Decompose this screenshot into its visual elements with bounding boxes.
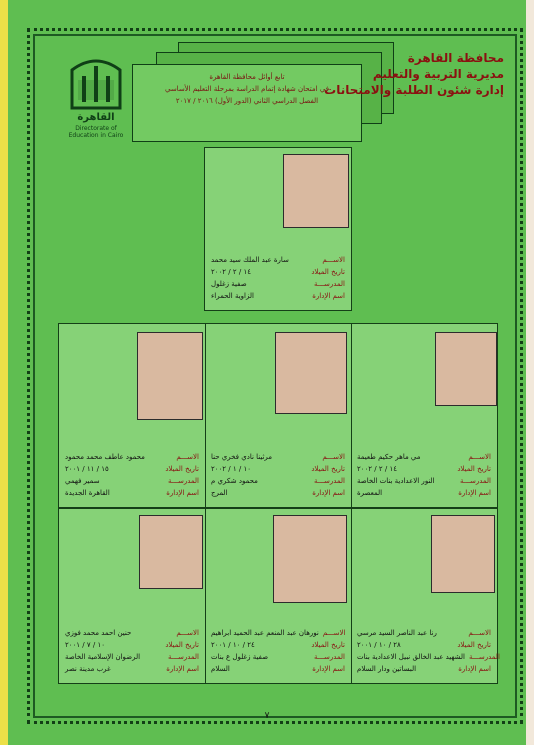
logo-caption: Directorate of Education in Cairo — [68, 125, 124, 139]
admin-line — [65, 663, 199, 675]
name-key: الاســـم — [176, 629, 199, 637]
birth-value: ١٤ / ٢ / ٢٠٠٢ — [211, 268, 251, 276]
name-value: حنين احمد محمد فوزي — [65, 629, 132, 637]
school-value: سمير فهمي — [65, 477, 100, 485]
school-line — [211, 278, 345, 290]
banner-line-3: الفصل الدراسي الثاني (الدور الأول) ٢٠١٦ / ٢٠١٧ — [175, 97, 319, 105]
birth-key: تاريخ الميلاد — [165, 641, 199, 649]
admin-value: المرج — [211, 489, 228, 497]
admin-key: اسم الإدارة — [166, 489, 199, 497]
name-line — [357, 451, 491, 463]
admin-value: السلام — [211, 665, 230, 673]
school-key: المدرســـة — [168, 477, 199, 485]
school-value: الشهيد عبد الخالق نبيل الاعدادية بنات — [357, 653, 465, 661]
admin-value: القاهرة الجديدة — [65, 489, 110, 497]
birth-value: ١٤ / ٢ / ٢٠٠٢ — [357, 465, 397, 473]
school-value: محمود شكري م — [211, 477, 258, 485]
school-line — [211, 475, 345, 487]
logo-title: القاهرة — [77, 112, 115, 123]
school-key: المدرســـة — [314, 477, 345, 485]
name-line — [211, 451, 345, 463]
birth-key: تاريخ الميلاد — [311, 268, 345, 276]
student-card-2 — [350, 323, 498, 508]
banner-line-2: في امتحان شهادة إتمام الدراسة بمرحلة التعليم الأساسي — [164, 85, 329, 93]
student-card-7 — [58, 508, 206, 684]
name-line — [65, 627, 199, 639]
admin-line — [211, 290, 345, 302]
birth-value: ٢٤ / ١٠ / ٢٠٠١ — [211, 641, 255, 649]
admin-value: الزاوية الحمراء — [211, 292, 254, 300]
name-value: مي ماهر حكيم طعيمة — [357, 453, 421, 461]
school-line — [65, 475, 199, 487]
school-value: صفية زغلول — [211, 280, 247, 288]
name-line — [65, 451, 199, 463]
student-info — [65, 627, 199, 675]
birth-line — [65, 463, 199, 475]
student-photo — [273, 515, 347, 603]
student-photo — [137, 332, 203, 420]
name-key: الاســـم — [322, 256, 345, 264]
birth-line — [211, 463, 345, 475]
student-card-6 — [204, 508, 352, 684]
admin-key: اسم الإدارة — [458, 665, 491, 673]
admin-line — [211, 487, 345, 499]
banner-line-1: تابع أوائل محافظة القاهرة — [209, 73, 285, 81]
student-photo — [435, 332, 497, 406]
name-value: مرثينا نادي فخري حنا — [211, 453, 273, 461]
student-card-1 — [204, 147, 352, 311]
student-info — [211, 254, 345, 302]
admin-line — [357, 663, 491, 675]
birth-key: تاريخ الميلاد — [457, 465, 491, 473]
name-line — [211, 627, 345, 639]
school-key: المدرســـة — [168, 653, 199, 661]
birth-key: تاريخ الميلاد — [311, 641, 345, 649]
name-value: محمود عاطف محمد محمود — [65, 453, 145, 461]
admin-key: اسم الإدارة — [312, 489, 345, 497]
birth-line — [65, 639, 199, 651]
name-key: الاســـم — [468, 453, 491, 461]
name-key: الاســـم — [322, 453, 345, 461]
school-line — [211, 651, 345, 663]
student-info — [65, 451, 199, 499]
birth-value: ٢٨ / ١٠ / ٢٠٠١ — [357, 641, 401, 649]
school-key: المدرســـة — [314, 280, 345, 288]
birth-value: ١٠ / ١ / ٢٠٠٢ — [211, 465, 251, 473]
admin-key: اسم الإدارة — [312, 665, 345, 673]
student-card-3 — [204, 323, 352, 508]
name-key: الاســـم — [176, 453, 199, 461]
birth-key: تاريخ الميلاد — [457, 641, 491, 649]
header-department: إدارة شئون الطلبة والامتحانات — [324, 83, 504, 97]
admin-line — [211, 663, 345, 675]
name-key: الاســـم — [322, 629, 346, 637]
student-info — [357, 451, 491, 499]
school-key: المدرســـة — [468, 653, 500, 661]
admin-key: اسم الإدارة — [166, 665, 199, 673]
birth-key: تاريخ الميلاد — [165, 465, 199, 473]
school-line — [65, 651, 199, 663]
student-photo — [139, 515, 203, 589]
school-line — [357, 651, 500, 663]
school-line — [357, 475, 491, 487]
header-right — [324, 50, 504, 98]
school-key: المدرســـة — [460, 477, 491, 485]
student-photo — [431, 515, 495, 593]
birth-line — [357, 463, 491, 475]
student-card-4 — [58, 323, 206, 508]
school-value: النور الاعدادية بنات الخاصة — [357, 477, 435, 485]
birth-value: ١٠ / ٧ / ٢٠٠١ — [65, 641, 105, 649]
student-card-5 — [350, 508, 498, 684]
birth-line — [211, 639, 345, 651]
student-photo — [275, 332, 347, 414]
school-value: الرضوان الإسلامية الخاصة — [65, 653, 141, 661]
name-value: رنا عبد الناصر السيد مرسي — [357, 629, 437, 637]
name-key: الاســـم — [468, 629, 491, 637]
student-info — [211, 627, 345, 675]
logo — [60, 50, 132, 139]
page-number: ٧ — [264, 711, 270, 721]
student-info — [211, 451, 345, 499]
birth-line — [211, 266, 345, 278]
name-value: نورهان عبد المنعم عبد الحميد ابراهيم — [211, 629, 319, 637]
header-gov: محافظة القاهرة — [407, 51, 504, 65]
admin-line — [65, 487, 199, 499]
student-photo — [283, 154, 349, 228]
birth-value: ١٥ / ١١ / ٢٠٠١ — [65, 465, 109, 473]
birth-key: تاريخ الميلاد — [311, 465, 345, 473]
school-value: صفية زغلول ع بنات — [211, 653, 269, 661]
birth-line — [357, 639, 491, 651]
name-value: سارة عبد الملك سيد محمد — [211, 256, 289, 264]
admin-value: غرب مدينة نصر — [65, 665, 111, 673]
name-line — [211, 254, 345, 266]
admin-line — [357, 487, 491, 499]
admin-key: اسم الإدارة — [312, 292, 345, 300]
student-info — [357, 627, 500, 675]
header-directorate: مديرية التربية والتعليم — [372, 67, 504, 81]
admin-value: البساتين ودار السلام — [357, 665, 417, 673]
name-line — [357, 627, 491, 639]
admin-key: اسم الإدارة — [458, 489, 491, 497]
school-key: المدرســـة — [314, 653, 345, 661]
admin-value: المعصرة — [357, 489, 383, 497]
